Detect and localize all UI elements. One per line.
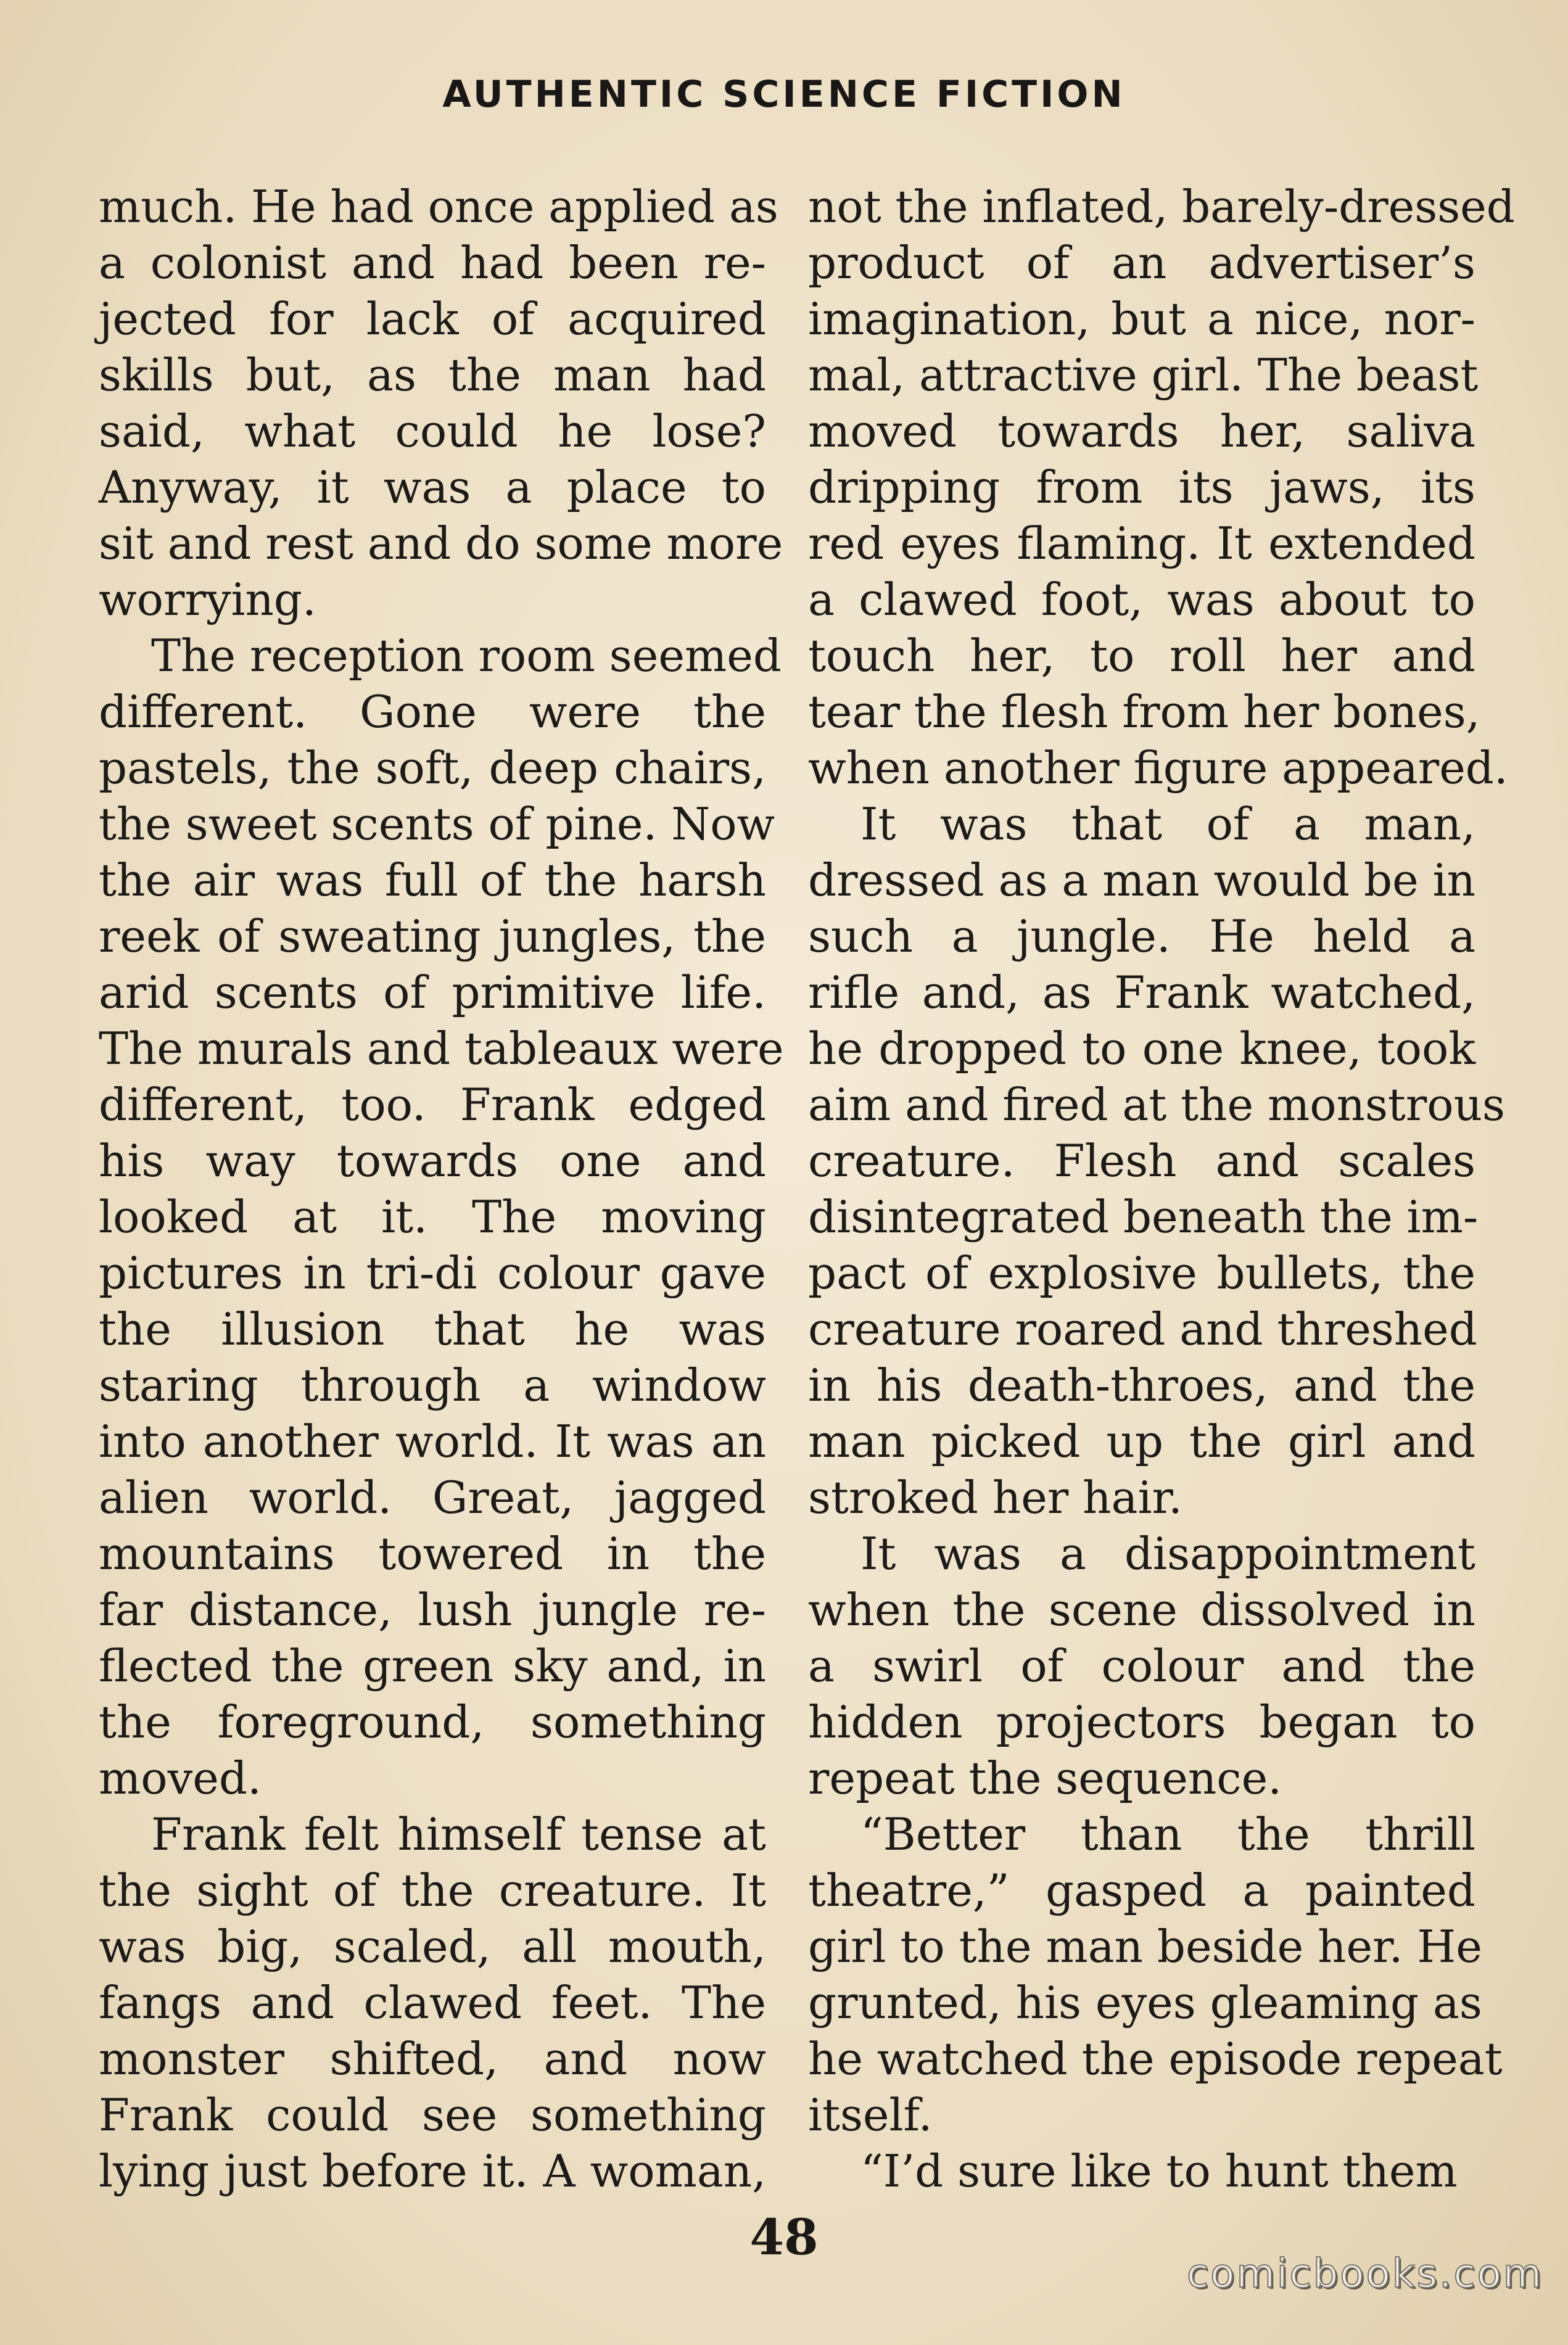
text-line: lying just before it. A woman, bbox=[99, 2145, 766, 2197]
text-line: pictures in tri-di colour gave bbox=[99, 1247, 766, 1299]
text-line: mountains towered in the bbox=[99, 1528, 766, 1580]
text-line: not the inflated, barely-dressed bbox=[808, 181, 1515, 233]
text-line: “Better than the thrill bbox=[860, 1808, 1475, 1860]
text-line: red eyes flaming. It extended bbox=[808, 517, 1475, 569]
text-line: far distance, lush jungle re- bbox=[99, 1584, 766, 1636]
text-line: alien world. Great, jagged bbox=[99, 1472, 766, 1523]
text-line: pact of explosive bullets, the bbox=[808, 1247, 1475, 1299]
text-line: jected for lack of acquired bbox=[99, 293, 766, 345]
text-line: creature roared and threshed bbox=[808, 1303, 1477, 1355]
text-line: rifle and, as Frank watched, bbox=[808, 966, 1475, 1018]
text-line: much. He had once applied as bbox=[99, 181, 778, 233]
text-line: disintegrated beneath the im- bbox=[808, 1191, 1479, 1243]
text-line: worrying. bbox=[99, 574, 316, 625]
text-line: said, what could he lose? bbox=[99, 405, 766, 457]
text-line: in his death-throes, and the bbox=[808, 1359, 1475, 1411]
text-line: It was that of a man, bbox=[860, 798, 1475, 850]
text-line: reek of sweating jungles, the bbox=[99, 910, 766, 962]
text-line: Frank could see something bbox=[99, 2089, 766, 2141]
text-line: when another figure appeared. bbox=[808, 742, 1508, 794]
text-line: itself. bbox=[808, 2089, 933, 2141]
text-line: arid scents of primitive life. bbox=[99, 966, 766, 1018]
page-number: 48 bbox=[749, 2208, 819, 2266]
text-line: staring through a window bbox=[99, 1359, 766, 1411]
text-line: touch her, to roll her and bbox=[808, 630, 1475, 682]
text-line: stroked her hair. bbox=[808, 1472, 1182, 1523]
text-line: Frank felt himself tense at bbox=[151, 1808, 766, 1860]
left-text-column bbox=[99, 179, 784, 2199]
text-line: the sight of the creature. It bbox=[99, 1865, 766, 1916]
text-line: dripping from its jaws, its bbox=[808, 461, 1475, 513]
text-line: It was a disappointment bbox=[860, 1528, 1475, 1580]
text-line: dressed as a man would be in bbox=[808, 854, 1475, 906]
text-line: different. Gone were the bbox=[99, 686, 766, 738]
text-line: fangs and clawed feet. The bbox=[99, 1977, 766, 2029]
running-header: AUTHENTIC SCIENCE FICTION bbox=[442, 73, 1126, 116]
text-line: a swirl of colour and the bbox=[808, 1640, 1475, 1692]
text-line: theatre,” gasped a painted bbox=[808, 1865, 1475, 1916]
text-line: product of an advertiser’s bbox=[808, 237, 1475, 289]
text-line: mal, attractive girl. The beast bbox=[808, 349, 1479, 401]
text-line: he watched the episode repeat bbox=[808, 2033, 1503, 2085]
text-line: grunted, his eyes gleaming as bbox=[808, 1977, 1482, 2029]
text-line: different, too. Frank edged bbox=[99, 1079, 766, 1131]
text-line: girl to the man beside her. He bbox=[808, 1921, 1482, 1972]
text-line: his way towards one and bbox=[99, 1135, 766, 1187]
text-line: man picked up the girl and bbox=[808, 1416, 1475, 1467]
text-line: when the scene dissolved in bbox=[808, 1584, 1475, 1636]
text-line: looked at it. The moving bbox=[99, 1191, 766, 1243]
text-line: The murals and tableaux were bbox=[99, 1023, 784, 1074]
text-line: he dropped to one knee, took bbox=[808, 1023, 1475, 1074]
text-line: moved. bbox=[99, 1752, 262, 1804]
text-line: moved towards her, saliva bbox=[808, 405, 1475, 457]
text-line: repeat the sequence. bbox=[808, 1752, 1282, 1804]
text-line: creature. Flesh and scales bbox=[808, 1135, 1475, 1187]
right-text-column bbox=[808, 179, 1515, 2199]
text-line: such a jungle. He held a bbox=[808, 910, 1475, 962]
text-line: Anyway, it was a place to bbox=[99, 461, 766, 513]
text-line: a colonist and had been re- bbox=[99, 237, 766, 289]
text-line: “I’d sure like to hunt them bbox=[860, 2145, 1458, 2197]
text-line: the air was full of the harsh bbox=[99, 854, 766, 906]
text-line: aim and fired at the monstrous bbox=[808, 1079, 1505, 1131]
text-line: the illusion that he was bbox=[99, 1303, 766, 1355]
text-line: into another world. It was an bbox=[99, 1416, 766, 1467]
text-line: the foreground, something bbox=[99, 1696, 766, 1748]
text-line: flected the green sky and, in bbox=[99, 1640, 766, 1692]
text-line: was big, scaled, all mouth, bbox=[99, 1921, 766, 1972]
text-line: hidden projectors began to bbox=[808, 1696, 1475, 1748]
text-line: tear the flesh from her bones, bbox=[808, 686, 1480, 738]
text-line: The reception room seemed bbox=[151, 630, 782, 682]
text-line: pastels, the soft, deep chairs, bbox=[99, 742, 766, 794]
text-line: skills but, as the man had bbox=[99, 349, 766, 401]
text-line: imagination, but a nice, nor- bbox=[808, 293, 1475, 345]
text-line: a clawed foot, was about to bbox=[808, 574, 1475, 625]
text-line: the sweet scents of pine. Now bbox=[99, 798, 775, 850]
text-line: sit and rest and do some more bbox=[99, 517, 783, 569]
watermark: comicbooks.com bbox=[1186, 2251, 1543, 2297]
text-line: monster shifted, and now bbox=[99, 2033, 766, 2085]
